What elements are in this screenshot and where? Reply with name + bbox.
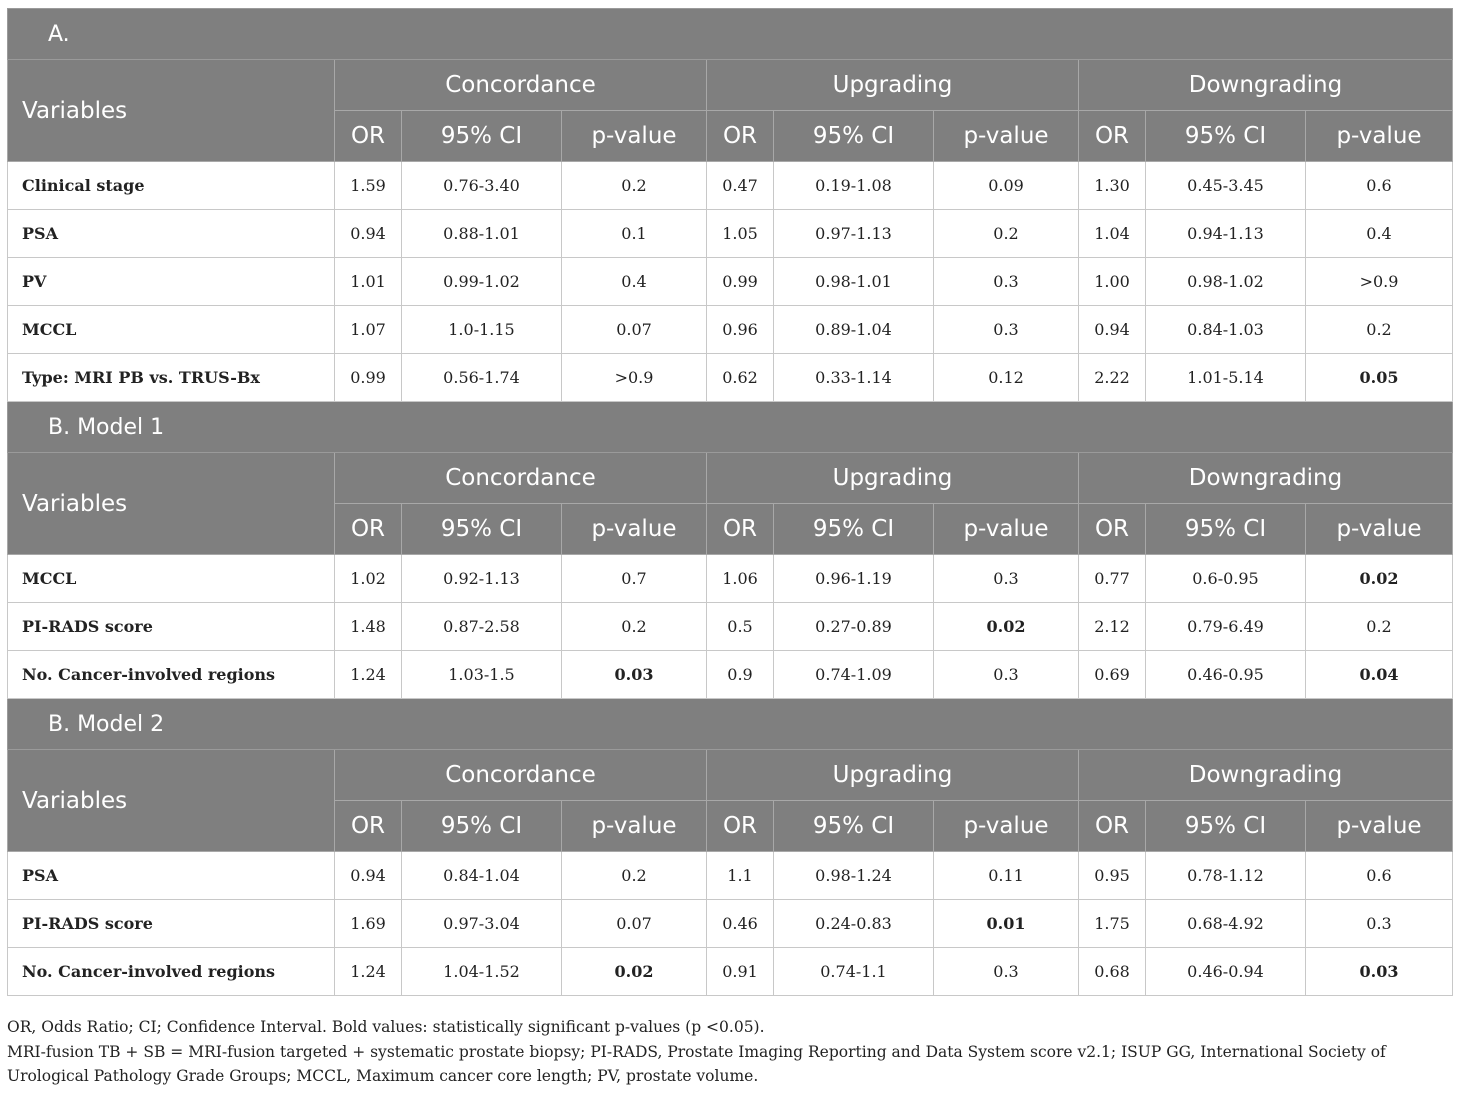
p-value-cell: 0.2	[1306, 603, 1453, 651]
section-title: B. Model 2	[8, 699, 1453, 750]
subcolumn-header: p-value	[562, 111, 707, 162]
footnote-abbreviations: OR, Odds Ratio; CI; Confidence Interval. Bold values: statistically significant p-values (p <0.05).	[7, 1018, 765, 1036]
p-value-cell: 0.2	[562, 603, 707, 651]
table-row	[8, 948, 1453, 996]
table-row	[8, 555, 1453, 603]
p-value-cell: 0.4	[562, 258, 707, 306]
subcolumn-header: p-value	[1306, 504, 1453, 555]
p-value-cell: 0.3	[934, 651, 1079, 699]
subcolumn-header: OR	[1079, 111, 1146, 162]
variables-header: Variables	[8, 453, 335, 555]
ci-cell: 0.88-1.01	[402, 210, 562, 258]
subcolumn-header: 95% CI	[1146, 504, 1306, 555]
or-cell: 1.30	[1079, 162, 1146, 210]
group-header: Concordance	[335, 60, 707, 111]
subcolumn-header: p-value	[934, 504, 1079, 555]
subcolumn-header: OR	[335, 504, 402, 555]
group-header: Downgrading	[1079, 750, 1453, 801]
p-value-cell: 0.2	[1306, 306, 1453, 354]
ci-cell: 0.27-0.89	[774, 603, 934, 651]
ci-cell: 0.79-6.49	[1146, 603, 1306, 651]
p-value-cell: 0.04	[1306, 651, 1453, 699]
ci-cell: 0.98-1.24	[774, 852, 934, 900]
subcolumn-header: p-value	[562, 504, 707, 555]
variable-label: PSA	[8, 852, 335, 900]
or-cell: 0.94	[335, 210, 402, 258]
ci-cell: 0.92-1.13	[402, 555, 562, 603]
or-cell: 0.69	[1079, 651, 1146, 699]
group-header: Downgrading	[1079, 60, 1453, 111]
or-cell: 0.47	[707, 162, 774, 210]
subcolumn-header: p-value	[1306, 111, 1453, 162]
ci-cell: 0.94-1.13	[1146, 210, 1306, 258]
variables-header: Variables	[8, 60, 335, 162]
variable-label: No. Cancer-involved regions	[8, 948, 335, 996]
group-header: Upgrading	[707, 750, 1079, 801]
p-value-cell: 0.4	[1306, 210, 1453, 258]
or-cell: 0.46	[707, 900, 774, 948]
group-header-row	[8, 60, 1453, 111]
variable-label: PSA	[8, 210, 335, 258]
p-value-cell: 0.05	[1306, 354, 1453, 402]
table-row	[8, 900, 1453, 948]
p-value-cell: 0.09	[934, 162, 1079, 210]
or-cell: 0.99	[335, 354, 402, 402]
or-cell: 1.59	[335, 162, 402, 210]
or-cell: 0.5	[707, 603, 774, 651]
p-value-cell: 0.1	[562, 210, 707, 258]
ci-cell: 0.68-4.92	[1146, 900, 1306, 948]
or-cell: 0.94	[1079, 306, 1146, 354]
subcolumn-header: p-value	[562, 801, 707, 852]
or-cell: 1.24	[335, 651, 402, 699]
subcolumn-header: 95% CI	[1146, 801, 1306, 852]
ci-cell: 0.96-1.19	[774, 555, 934, 603]
table-row	[8, 258, 1453, 306]
p-value-cell: >0.9	[1306, 258, 1453, 306]
section-title-row	[8, 699, 1453, 750]
or-cell: 1.02	[335, 555, 402, 603]
p-value-cell: 0.3	[934, 306, 1079, 354]
ci-cell: 1.0-1.15	[402, 306, 562, 354]
variable-label: Type: MRI PB vs. TRUS-Bx	[8, 354, 335, 402]
odds-ratio-table-container	[7, 8, 1452, 996]
p-value-cell: 0.02	[934, 603, 1079, 651]
table-footnote	[7, 1015, 1453, 1089]
p-value-cell: 0.02	[1306, 555, 1453, 603]
subcolumn-header: OR	[707, 801, 774, 852]
variable-label: PI-RADS score	[8, 603, 335, 651]
or-cell: 0.94	[335, 852, 402, 900]
table-row	[8, 354, 1453, 402]
or-cell: 2.22	[1079, 354, 1146, 402]
p-value-cell: 0.2	[934, 210, 1079, 258]
p-value-cell: >0.9	[562, 354, 707, 402]
ci-cell: 0.74-1.09	[774, 651, 934, 699]
or-cell: 1.48	[335, 603, 402, 651]
variable-label: MCCL	[8, 306, 335, 354]
variable-label: No. Cancer-involved regions	[8, 651, 335, 699]
ci-cell: 0.33-1.14	[774, 354, 934, 402]
or-cell: 1.24	[335, 948, 402, 996]
p-value-cell: 0.3	[934, 555, 1079, 603]
subcolumn-header: 95% CI	[774, 801, 934, 852]
or-cell: 1.05	[707, 210, 774, 258]
or-cell: 1.75	[1079, 900, 1146, 948]
or-cell: 1.00	[1079, 258, 1146, 306]
subcolumn-header: 95% CI	[774, 504, 934, 555]
subcolumn-header: 95% CI	[402, 504, 562, 555]
p-value-cell: 0.07	[562, 900, 707, 948]
section-title: A.	[8, 9, 1453, 60]
ci-cell: 0.74-1.1	[774, 948, 934, 996]
or-cell: 0.9	[707, 651, 774, 699]
subcolumn-header: OR	[1079, 504, 1146, 555]
or-cell: 1.06	[707, 555, 774, 603]
ci-cell: 0.98-1.02	[1146, 258, 1306, 306]
p-value-cell: 0.6	[1306, 162, 1453, 210]
group-header: Downgrading	[1079, 453, 1453, 504]
subcolumn-header: OR	[1079, 801, 1146, 852]
or-cell: 0.77	[1079, 555, 1146, 603]
p-value-cell: 0.02	[562, 948, 707, 996]
ci-cell: 0.99-1.02	[402, 258, 562, 306]
variable-label: Clinical stage	[8, 162, 335, 210]
p-value-cell: 0.6	[1306, 852, 1453, 900]
table-row	[8, 603, 1453, 651]
ci-cell: 1.04-1.52	[402, 948, 562, 996]
or-cell: 2.12	[1079, 603, 1146, 651]
group-header: Upgrading	[707, 60, 1079, 111]
footnote-definitions: MRI-fusion TB + SB = MRI-fusion targeted + systematic prostate biopsy; PI-RADS, Prostate Imaging Reporting and Data System score v2.1; ISUP GG, International Society of Urological Pathology Grade Groups; MCCL, Maximum cancer core length; PV, prostate volume.	[7, 1042, 1386, 1085]
ci-cell: 1.01-5.14	[1146, 354, 1306, 402]
p-value-cell: 0.12	[934, 354, 1079, 402]
p-value-cell: 0.2	[562, 162, 707, 210]
or-cell: 0.96	[707, 306, 774, 354]
ci-cell: 0.97-1.13	[774, 210, 934, 258]
p-value-cell: 0.7	[562, 555, 707, 603]
subcolumn-header: OR	[335, 801, 402, 852]
table-row	[8, 852, 1453, 900]
subcolumn-header: OR	[335, 111, 402, 162]
ci-cell: 0.6-0.95	[1146, 555, 1306, 603]
p-value-cell: 0.3	[934, 258, 1079, 306]
subcolumn-header: 95% CI	[1146, 111, 1306, 162]
table-row	[8, 162, 1453, 210]
p-value-cell: 0.01	[934, 900, 1079, 948]
ci-cell: 0.56-1.74	[402, 354, 562, 402]
subcolumn-header: 95% CI	[402, 801, 562, 852]
section-title-row	[8, 402, 1453, 453]
subcolumn-header: OR	[707, 111, 774, 162]
or-cell: 0.95	[1079, 852, 1146, 900]
group-header: Concordance	[335, 750, 707, 801]
p-value-cell: 0.3	[934, 948, 1079, 996]
subcolumn-header: 95% CI	[774, 111, 934, 162]
ci-cell: 0.24-0.83	[774, 900, 934, 948]
section-title-row	[8, 9, 1453, 60]
or-cell: 0.91	[707, 948, 774, 996]
ci-cell: 0.46-0.95	[1146, 651, 1306, 699]
p-value-cell: 0.3	[1306, 900, 1453, 948]
section-title: B. Model 1	[8, 402, 1453, 453]
or-cell: 1.07	[335, 306, 402, 354]
ci-cell: 1.03-1.5	[402, 651, 562, 699]
or-cell: 0.68	[1079, 948, 1146, 996]
ci-cell: 0.97-3.04	[402, 900, 562, 948]
ci-cell: 0.19-1.08	[774, 162, 934, 210]
or-cell: 1.04	[1079, 210, 1146, 258]
ci-cell: 0.84-1.04	[402, 852, 562, 900]
subcolumn-header: p-value	[1306, 801, 1453, 852]
ci-cell: 0.46-0.94	[1146, 948, 1306, 996]
subcolumn-header: OR	[707, 504, 774, 555]
ci-cell: 0.84-1.03	[1146, 306, 1306, 354]
ci-cell: 0.98-1.01	[774, 258, 934, 306]
group-header: Concordance	[335, 453, 707, 504]
variables-header: Variables	[8, 750, 335, 852]
table-row	[8, 210, 1453, 258]
subcolumn-header: p-value	[934, 801, 1079, 852]
group-header: Upgrading	[707, 453, 1079, 504]
table-body	[8, 9, 1453, 996]
subcolumn-header: 95% CI	[402, 111, 562, 162]
or-cell: 0.62	[707, 354, 774, 402]
variable-label: PI-RADS score	[8, 900, 335, 948]
p-value-cell: 0.03	[1306, 948, 1453, 996]
subcolumn-header: p-value	[934, 111, 1079, 162]
or-cell: 1.1	[707, 852, 774, 900]
variable-label: MCCL	[8, 555, 335, 603]
table-row	[8, 651, 1453, 699]
p-value-cell: 0.07	[562, 306, 707, 354]
group-header-row	[8, 750, 1453, 801]
ci-cell: 0.89-1.04	[774, 306, 934, 354]
ci-cell: 0.45-3.45	[1146, 162, 1306, 210]
odds-ratio-table	[7, 8, 1453, 996]
p-value-cell: 0.11	[934, 852, 1079, 900]
or-cell: 0.99	[707, 258, 774, 306]
p-value-cell: 0.03	[562, 651, 707, 699]
ci-cell: 0.78-1.12	[1146, 852, 1306, 900]
ci-cell: 0.76-3.40	[402, 162, 562, 210]
or-cell: 1.01	[335, 258, 402, 306]
p-value-cell: 0.2	[562, 852, 707, 900]
ci-cell: 0.87-2.58	[402, 603, 562, 651]
variable-label: PV	[8, 258, 335, 306]
table-row	[8, 306, 1453, 354]
or-cell: 1.69	[335, 900, 402, 948]
group-header-row	[8, 453, 1453, 504]
